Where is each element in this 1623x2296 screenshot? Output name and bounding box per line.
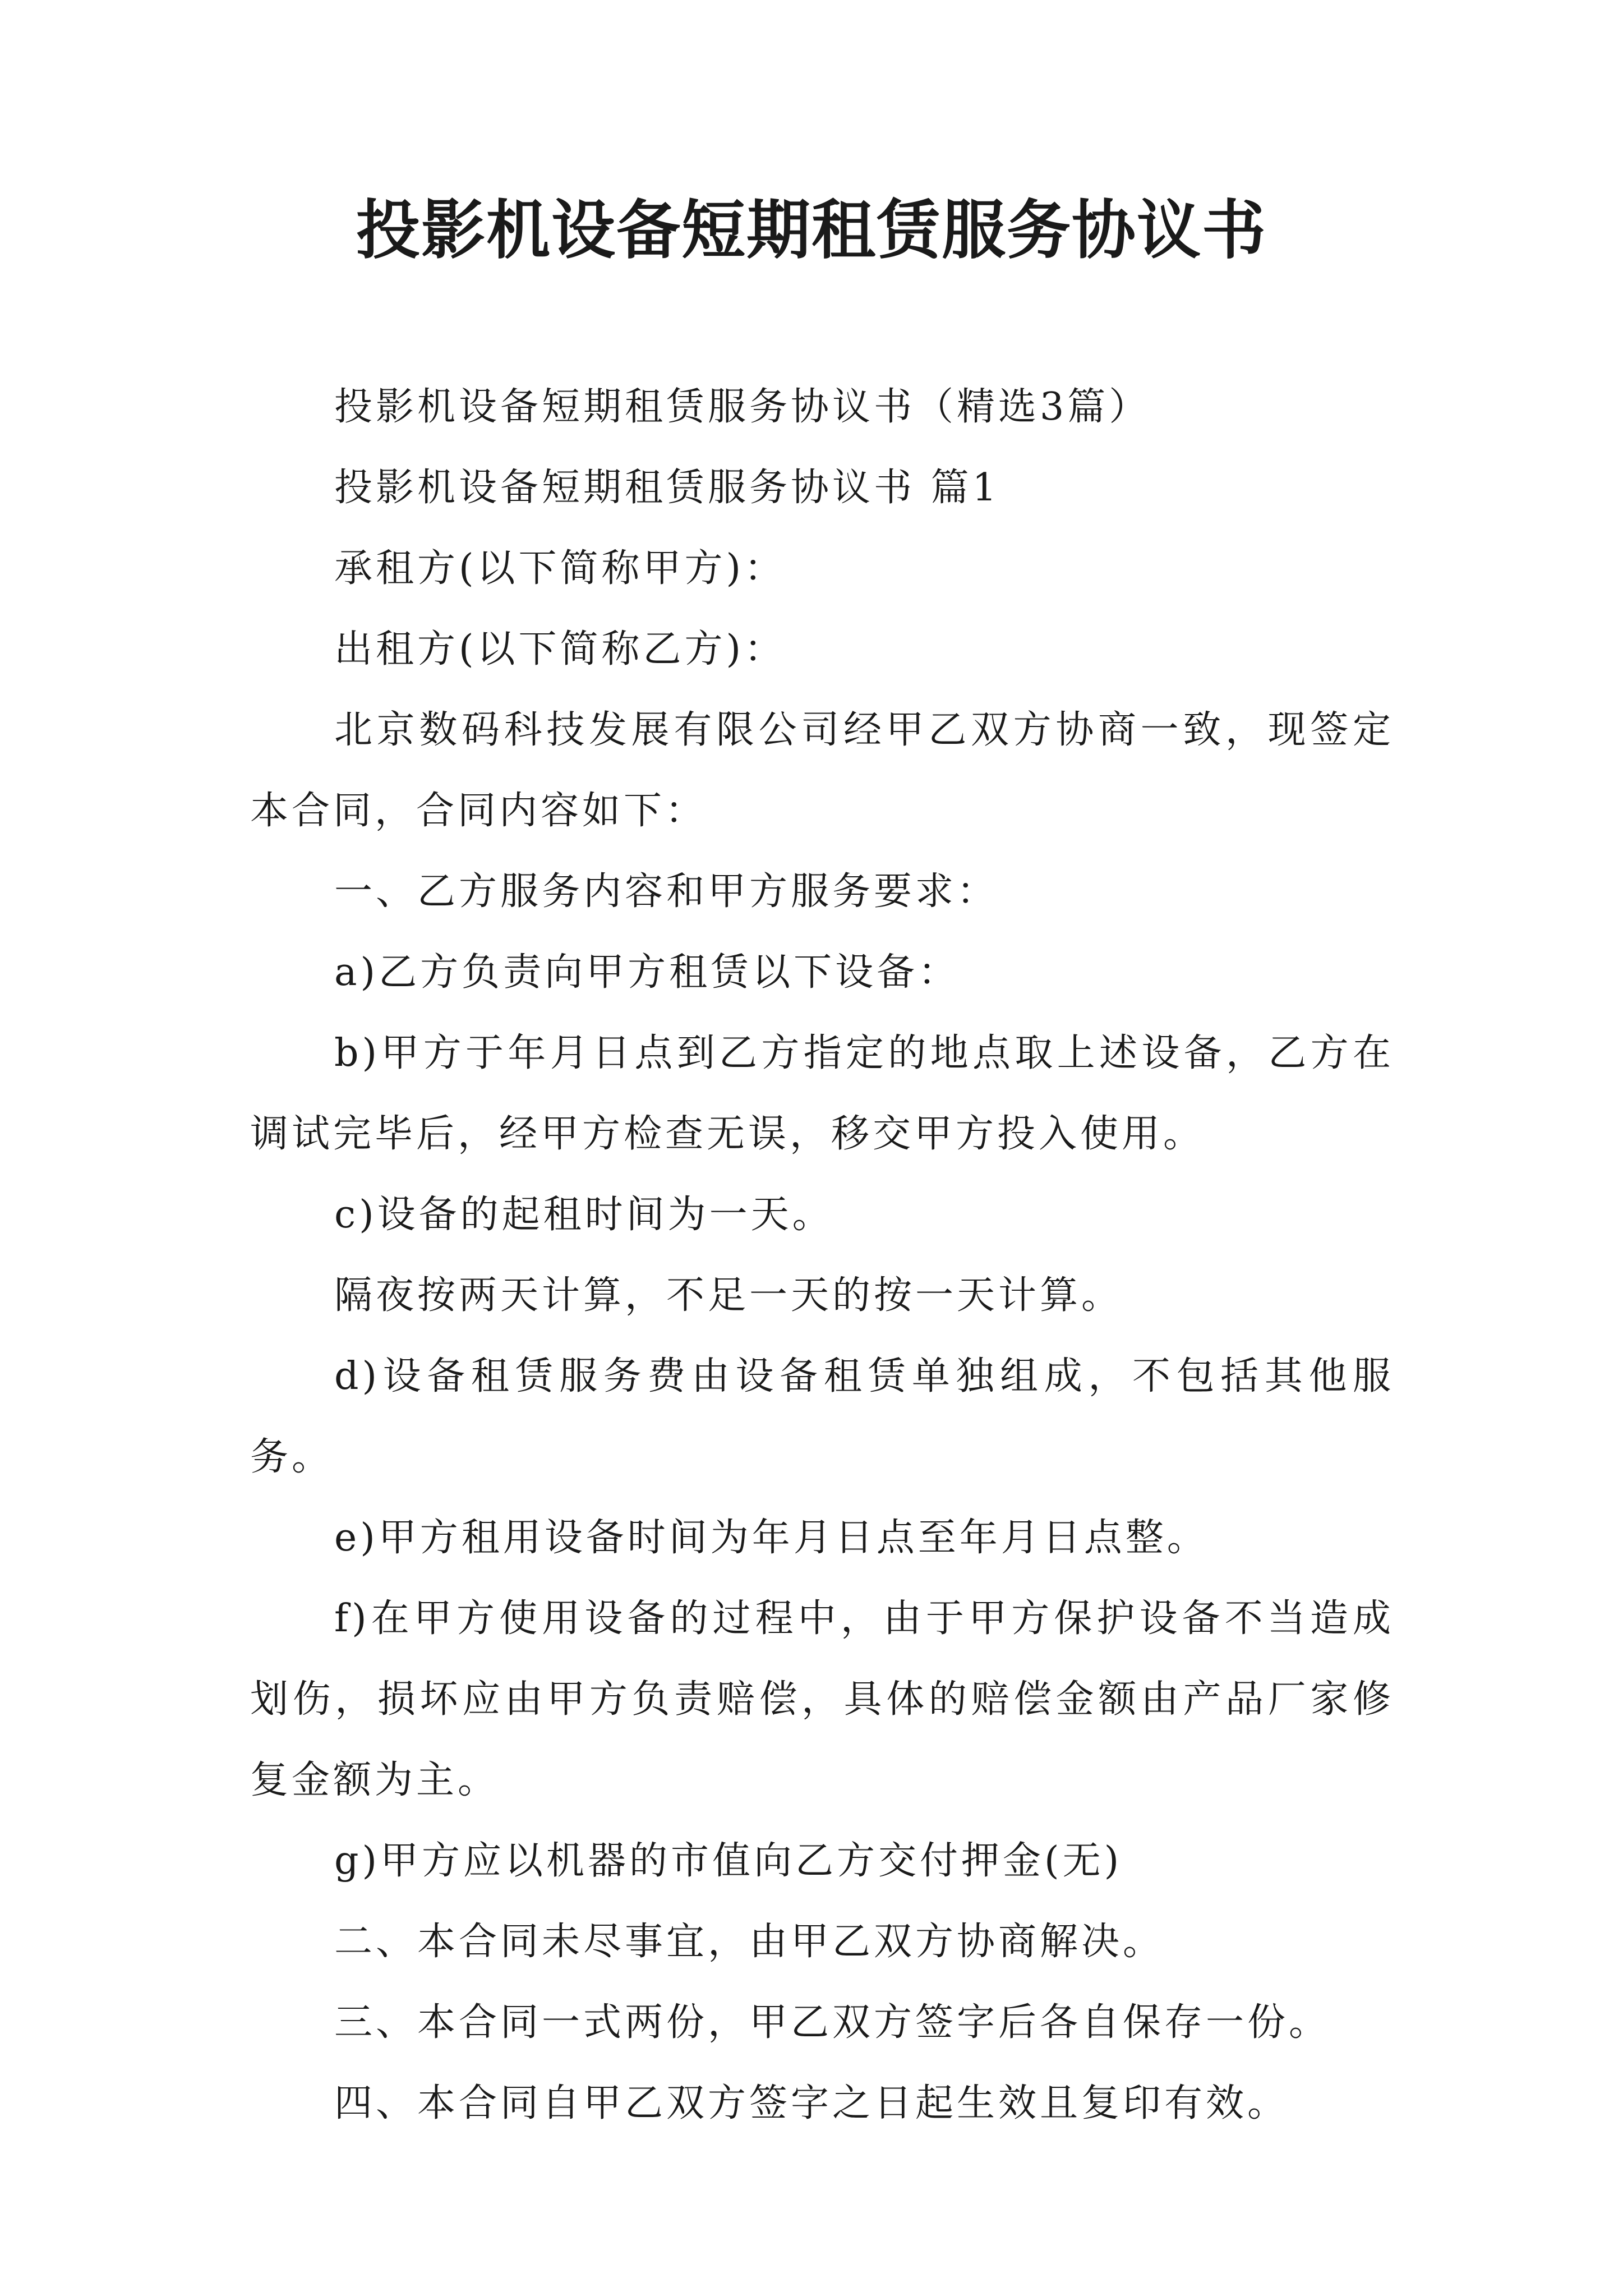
paragraph-clause-a: a)乙方负责向甲方租赁以下设备： (334, 950, 960, 995)
paragraph-clause-c: c)设备的起租时间为一天。 (334, 1193, 834, 1237)
paragraph-clause-1: 一、乙方服务内容和甲方服务要求： (334, 869, 999, 914)
paragraph-section-heading: 投影机设备短期租赁服务协议书 篇1 (334, 466, 1000, 510)
paragraph-lessor: 出租方(以下简称乙方)： (334, 627, 786, 671)
paragraph-clause-3: 三、本合同一式两份，甲乙双方签字后各自保存一份。 (334, 2000, 1331, 2045)
paragraph-clause-f: f)在甲方使用设备的过程中，由于甲方保护设备不当造成划伤，损坏应由甲方负责赔偿，具体的赔偿金额由产品厂家修复金额为主。 (250, 1596, 1394, 1802)
paragraph-lessee: 承租方(以下简称甲方)： (334, 546, 786, 591)
paragraph-clause-e: e)甲方租用设备时间为年月日点至年月日点整。 (334, 1516, 1209, 1560)
paragraph-clause-4: 四、本合同自甲乙双方签字之日起生效且复印有效。 (334, 2081, 1289, 2125)
paragraph-clause-c-note: 隔夜按两天计算，不足一天的按一天计算。 (334, 1273, 1123, 1318)
document-body (250, 367, 1394, 2144)
document-title: 投影机设备短期租赁服务协议书 (356, 192, 1267, 268)
paragraph-clause-b: b)甲方于年月日点到乙方指定的地点取上述设备，乙方在调试完毕后，经甲方检查无误，移交甲方投入使用。 (250, 1031, 1394, 1156)
paragraph-subtitle: 投影机设备短期租赁服务协议书（精选3篇） (334, 385, 1151, 429)
paragraph-clause-g: g)甲方应以机器的市值向乙方交付押金(无) (334, 1839, 1123, 1883)
paragraph-clause-2: 二、本合同未尽事宜，由甲乙双方协商解决。 (334, 1920, 1165, 1964)
paragraph-clause-d: d)设备租赁服务费由设备租赁单独组成，不包括其他服务。 (250, 1354, 1394, 1479)
paragraph-intro: 北京数码科技发展有限公司经甲乙双方协商一致，现签定本合同，合同内容如下： (250, 708, 1394, 833)
